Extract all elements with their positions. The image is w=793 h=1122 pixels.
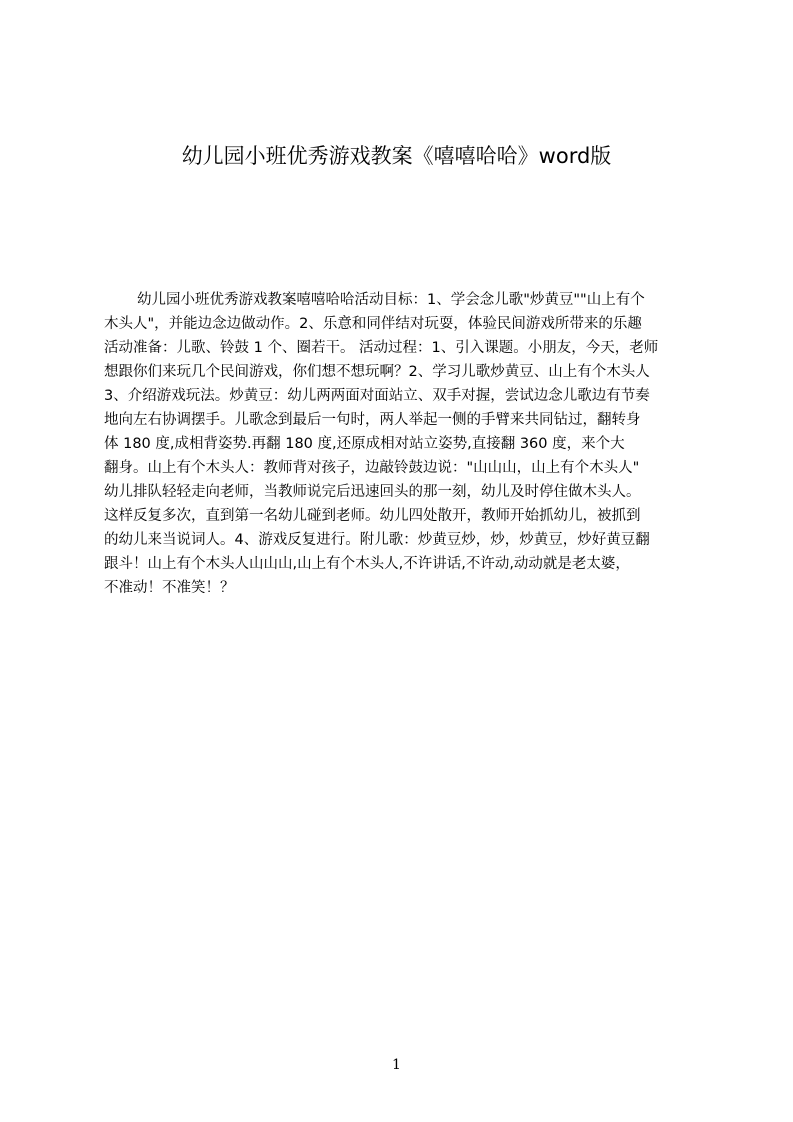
body-line: 体 180 度,成相背姿势.再翻 180 度,还原成相对站立姿势,直接翻 360 度，来个大 <box>104 436 625 452</box>
document-body <box>104 288 698 600</box>
body-line: 的幼儿来当说词人。4、游戏反复进行。附儿歌：炒黄豆炒，炒，炒黄豆，炒好黄豆翻 <box>104 532 650 548</box>
page-number: 1 <box>392 1057 401 1073</box>
body-line: 这样反复多次，直到第一名幼儿碰到老师。幼儿四处散开，教师开始抓幼儿，被抓到 <box>104 508 641 524</box>
body-line: 跟斗！山上有个木头人山山山,山上有个木头人,不许讲话,不许动,动动就是老太婆， <box>104 556 630 572</box>
body-line: 地向左右协调摆手。儿歌念到最后一句时，两人举起一侧的手臂来共同钻过，翻转身 <box>104 412 641 428</box>
body-line: 想跟你们来玩几个民间游戏，你们想不想玩啊？2、学习儿歌炒黄豆、山上有个木头人 <box>104 364 650 380</box>
body-line: 幼儿排队轻轻走向老师，当教师说完后迅速回头的那一刻，幼儿及时停住做木头人。 <box>104 484 641 500</box>
document-title: 幼儿园小班优秀游戏教案《嘻嘻哈哈》word版 <box>181 144 612 168</box>
body-line: 活动准备：儿歌、铃鼓 1 个、圈若干。 活动过程：1、引入课题。小朋友，今天，老师 <box>104 340 659 356</box>
body-line: 幼儿园小班优秀游戏教案嘻嘻哈哈活动目标：1、学会念儿歌"炒黄豆""山上有个 <box>137 292 645 308</box>
body-line: 3、介绍游戏玩法。炒黄豆：幼儿两两面对面站立、双手对握，尝试边念儿歌边有节奏 <box>104 388 650 404</box>
body-line: 不准动！不准笑！？ <box>104 580 235 596</box>
body-line: 木头人"，并能边念边做动作。2、乐意和同伴结对玩耍，体验民间游戏所带来的乐趣 <box>104 316 642 332</box>
body-line: 翻身。山上有个木头人：教师背对孩子，边敲铃鼓边说："山山山，山上有个木头人" <box>104 460 640 476</box>
